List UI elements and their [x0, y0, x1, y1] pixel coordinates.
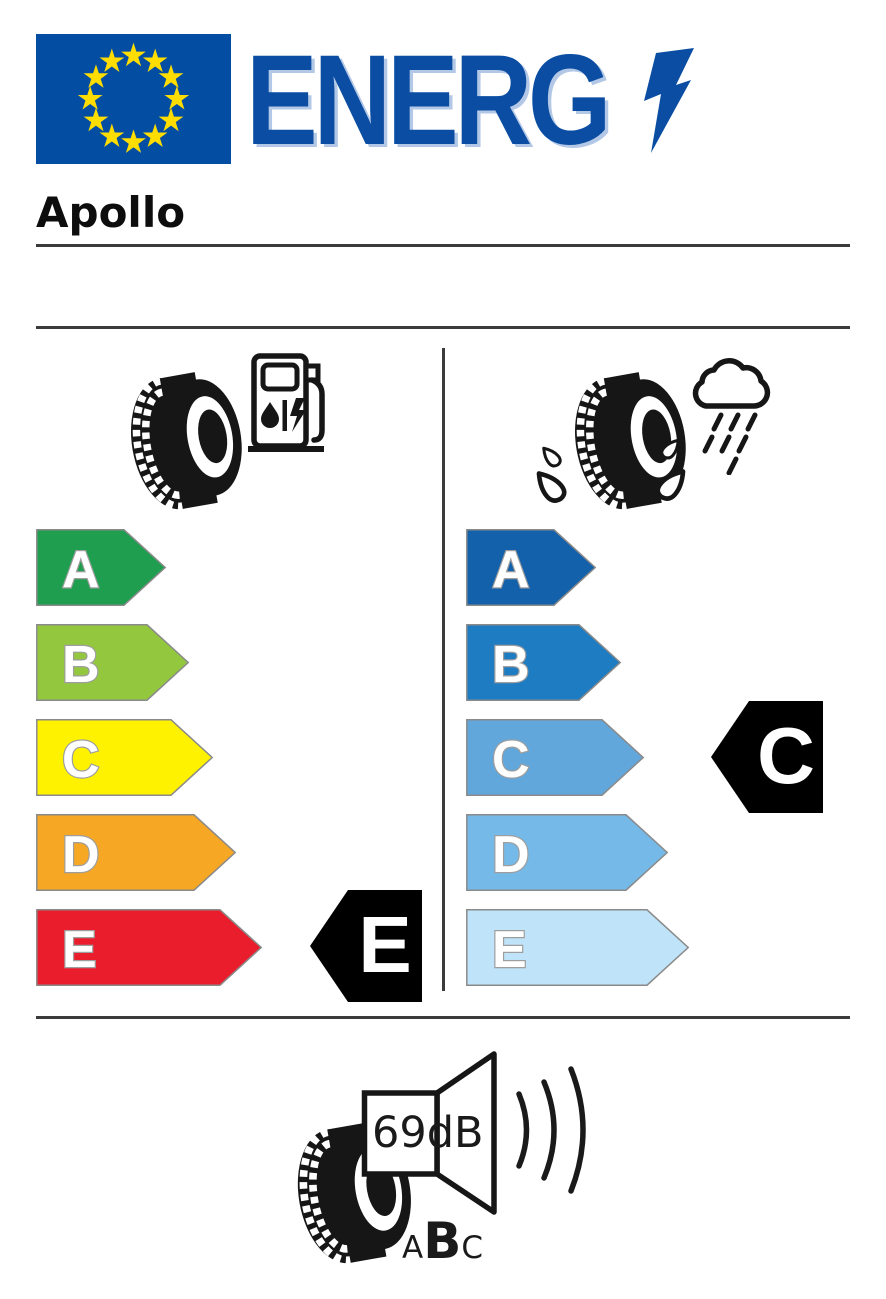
fuel-efficiency-class-D-arrow	[36, 814, 263, 891]
noise-value: 69dB	[372, 1108, 484, 1158]
brand-name: Apollo	[36, 188, 186, 237]
fuel-efficiency-class-E-arrow	[36, 909, 263, 986]
svg-text:B: B	[492, 636, 530, 694]
sound-waves-icon	[512, 1060, 596, 1200]
wet-grip-rating-letter: C	[757, 711, 815, 800]
divider-line-lower	[36, 1016, 850, 1019]
noise-class-b: B	[423, 1212, 462, 1270]
svg-text:C: C	[492, 731, 530, 789]
wet-grip-tire-icon	[534, 370, 706, 522]
column-divider-line	[442, 348, 445, 991]
eu-flag-icon	[36, 33, 231, 165]
wet-grip-class-E-arrow	[466, 909, 690, 986]
divider-line-upper	[36, 326, 850, 329]
wet-grip-class-D-arrow	[466, 814, 690, 891]
noise-class-letters	[402, 1212, 483, 1270]
svg-text:D: D	[492, 826, 530, 884]
svg-text:D: D	[62, 826, 100, 884]
fuel-efficiency-class-A-arrow	[36, 529, 263, 606]
svg-text:C: C	[62, 731, 100, 789]
fuel-efficiency-scale	[36, 529, 263, 1004]
fuel-efficiency-rating-letter: E	[358, 900, 412, 989]
svg-text:E: E	[62, 921, 97, 979]
fuel-pump-icon	[246, 350, 328, 452]
divider-line-top	[36, 244, 850, 247]
noise-class-c: C	[461, 1230, 483, 1266]
wet-grip-class-B-arrow	[466, 624, 690, 701]
energ-logo-text: ENERG	[246, 29, 608, 172]
fuel-efficiency-class-C-arrow	[36, 719, 263, 796]
wet-grip-scale	[466, 529, 690, 1004]
svg-text:A: A	[62, 541, 100, 599]
wet-grip-class-C-arrow	[466, 719, 690, 796]
noise-class-a: A	[402, 1230, 424, 1266]
svg-text:A: A	[492, 541, 530, 599]
fuel-efficiency-class-B-arrow	[36, 624, 263, 701]
lightning-bolt-icon	[644, 48, 696, 154]
rain-cloud-icon	[682, 349, 782, 475]
wet-grip-rating-badge	[711, 701, 823, 813]
svg-text:B: B	[62, 636, 100, 694]
svg-text:E: E	[492, 921, 527, 979]
fuel-efficiency-rating-badge	[310, 890, 422, 1002]
wet-grip-class-A-arrow	[466, 529, 690, 606]
fuel-tire-icon	[130, 370, 242, 512]
